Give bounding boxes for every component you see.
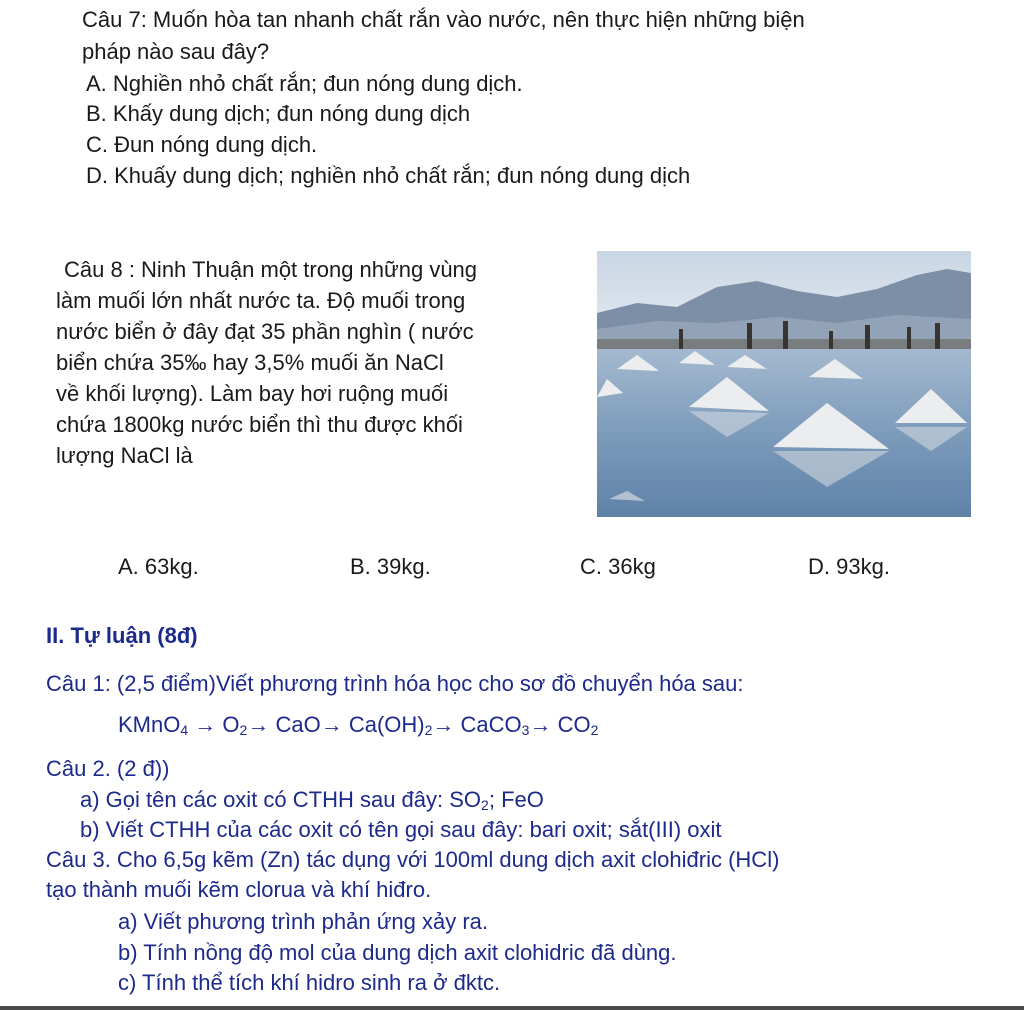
arrow-icon: →	[432, 712, 455, 737]
arrow-icon: →	[529, 712, 552, 737]
salt-field-photo	[597, 251, 971, 517]
c3-line-1: Câu 3. Cho 6,5g kẽm (Zn) tác dụng với 100ml dung dịch axit clohiđric (HCl)	[46, 847, 780, 872]
q8-option-c: C. 36kg	[580, 554, 656, 579]
chain-species: $O_2$	[222, 712, 248, 738]
part2-heading: II. Tự luận (8đ)	[46, 623, 198, 648]
c3-item-a: a) Viết phương trình phản ứng xảy ra.	[118, 909, 489, 934]
q8-option-d: D. 93kg.	[808, 554, 890, 579]
chain-species: $Ca(OH)_2$	[348, 712, 433, 738]
q8-option-a: A. 63kg.	[118, 554, 199, 579]
chain-species: CaO	[275, 712, 321, 737]
c3-item-b: b) Tính nồng độ mol của dung dịch axit clohidric đã dùng.	[118, 940, 677, 965]
arrow-icon: →	[320, 712, 343, 737]
chain-species: KMnO$_4$	[118, 712, 189, 738]
c1-prompt: Câu 1: (2,5 điểm)Viết phương trình hóa học cho sơ đồ chuyển hóa sau:	[46, 671, 744, 696]
c2-item-b: b) Viết CTHH của các oxit có tên gọi sau đây: bari oxit; sắt(III) oxit	[80, 817, 722, 842]
q7-line-2: pháp nào sau đây?	[82, 39, 270, 64]
q7-option-c: C. Đun nóng dung dịch.	[86, 132, 318, 157]
c2-item-a: a) Gọi tên các oxit có CTHH sau đây: $SO_2$; FeO	[80, 787, 544, 813]
c3-line-2: tạo thành muối kẽm clorua và khí hiđro.	[46, 877, 432, 902]
q8-line: làm muối lớn nhất nước ta. Độ muối trong	[56, 288, 466, 313]
q8-line: nước biển ở đây đạt 35 phần nghìn ( nước	[56, 319, 474, 344]
q7-line-1: Câu 7: Muốn hòa tan nhanh chất rắn vào nước, nên thực hiện những biện	[82, 7, 805, 32]
c1-reaction-chain	[118, 710, 598, 740]
q8-line: biển chứa 35‰ hay 3,5% muối ăn NaCl	[56, 350, 444, 375]
q8-line: chứa 1800kg nước biển thì thu được khối	[56, 412, 463, 437]
page-bottom-edge	[0, 1006, 1024, 1010]
q8-line: lượng NaCl là	[56, 443, 193, 468]
c2-title: Câu 2. (2 đ))	[46, 756, 170, 781]
q8-line: về khối lượng). Làm bay hơi ruộng muối	[56, 381, 449, 406]
q8-text	[56, 254, 576, 471]
arrow-icon: →	[247, 712, 270, 737]
chain-species: $CO_2$	[557, 712, 599, 738]
c3-item-c: c) Tính thể tích khí hidro sinh ra ở đktc.	[118, 970, 501, 995]
q7-option-a: A. Nghiền nhỏ chất rắn; đun nóng dung dịch.	[86, 71, 523, 96]
q7-option-b: B. Khấy dung dịch; đun nóng dung dịch	[86, 101, 471, 126]
q8-line: Câu 8 : Ninh Thuận một trong những vùng	[64, 257, 478, 282]
arrow-icon: →	[188, 712, 217, 737]
q8-option-b: B. 39kg.	[350, 554, 431, 579]
q7-option-d: D. Khuấy dung dịch; nghiền nhỏ chất rắn; đun nóng dung dịch	[86, 163, 691, 188]
chain-species: CaCO$_3$	[460, 712, 530, 738]
